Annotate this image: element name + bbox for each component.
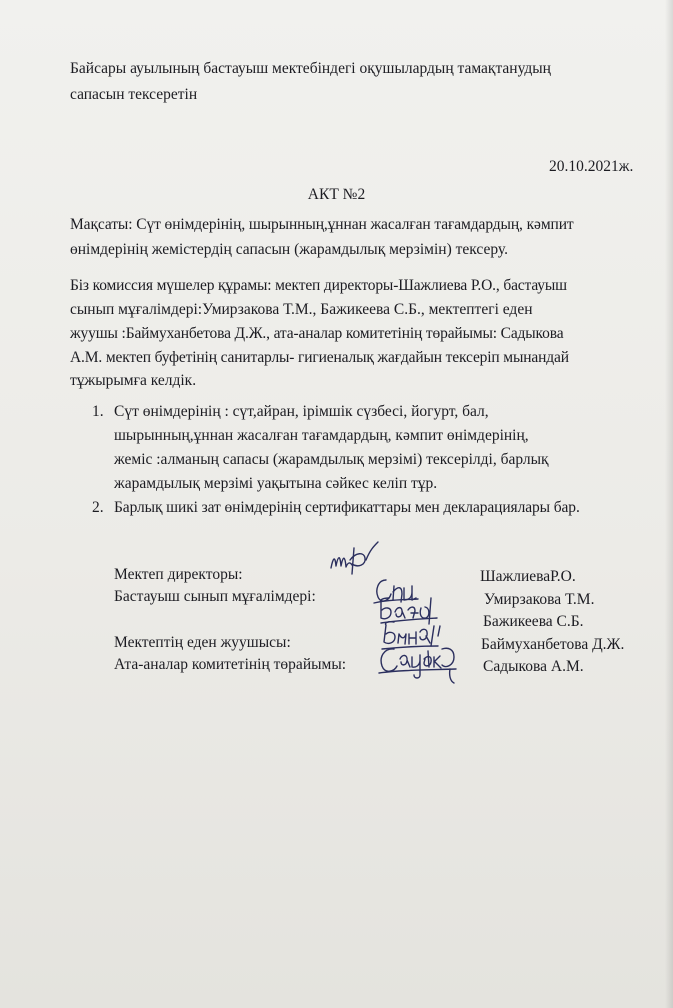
- teacher2-name: Бажикеева С.Б.: [483, 613, 584, 630]
- parents-name: Садыкова А.М.: [483, 658, 584, 675]
- parents-signature: [376, 639, 462, 687]
- list-item-line: жеміс :алманың сапасы (жарамдылық мерзімі) тексерілді, барлық: [114, 451, 549, 468]
- purpose-line-2: өнімдерінің жемістердің сапасын (жарамдылық мерзімін) тексеру.: [70, 241, 508, 258]
- list-item-number: 2.: [92, 499, 104, 516]
- teacher1-name: Умирзакова Т.М.: [484, 591, 595, 608]
- list-item-line: шырынның,ұннан жасалған тағамдардың, кәмпит өнімдерінің,: [114, 427, 529, 444]
- parents-role: Ата-аналар комитетінің төрайымы:: [114, 656, 347, 673]
- teachers-role: Бастауыш сынып мұғалімдері:: [114, 588, 316, 605]
- commission-line-5: тұжырымға келдік.: [70, 372, 197, 389]
- header-line-1: Байсары ауылының бастауыш мектебіндегі оқушылардың тамақтанудың: [70, 60, 551, 77]
- list-item-number: 1.: [92, 403, 104, 420]
- list-item-line: Сүт өнімдерінің : сүт,айран, ірімшік сүзбесі, йогурт, бал,: [114, 403, 489, 420]
- commission-line-2: сынып мұғалімдері:Умирзакова Т.М., Бажикеева С.Б., мектептегі еден: [70, 301, 533, 318]
- list-item-line: жарамдылық мерзімі уақытына сәйкес келіп тұр.: [114, 475, 438, 492]
- list-item-line: Барлық шикі зат өнімдерінің сертификаттары мен декларациялары бар.: [114, 499, 580, 516]
- commission-line-1: Біз комиссия мүшелер құрамы: мектеп директоры-Шажлиева Р.О., бастауыш: [70, 277, 567, 294]
- commission-line-4: А.М. мектеп буфетінің санитарлы- гигиеналық жағдайын тексеріп мынандай: [70, 349, 569, 366]
- cleaner-name: Баймуханбетова Д.Ж.: [481, 636, 625, 653]
- commission-line-3: жуушы :Баймуханбетова Д.Ж., ата-аналар комитетінің төрайымы: Садыкова: [70, 325, 564, 342]
- document-title: АКТ №2: [307, 186, 366, 203]
- header-line-2: сапасын тексеретін: [70, 86, 198, 103]
- document-date: 20.10.2021ж.: [549, 158, 634, 175]
- director-role: Мектеп директоры:: [114, 566, 243, 583]
- purpose-line-1: Мақсаты: Сүт өнімдерінің, шырынның,ұннан жасалған тағамдардың, кәмпит: [70, 216, 574, 233]
- director-name: ШажлиеваР.О.: [480, 568, 576, 585]
- cleaner-role: Мектептің еден жуушысы:: [114, 634, 291, 651]
- director-signature: [328, 538, 384, 576]
